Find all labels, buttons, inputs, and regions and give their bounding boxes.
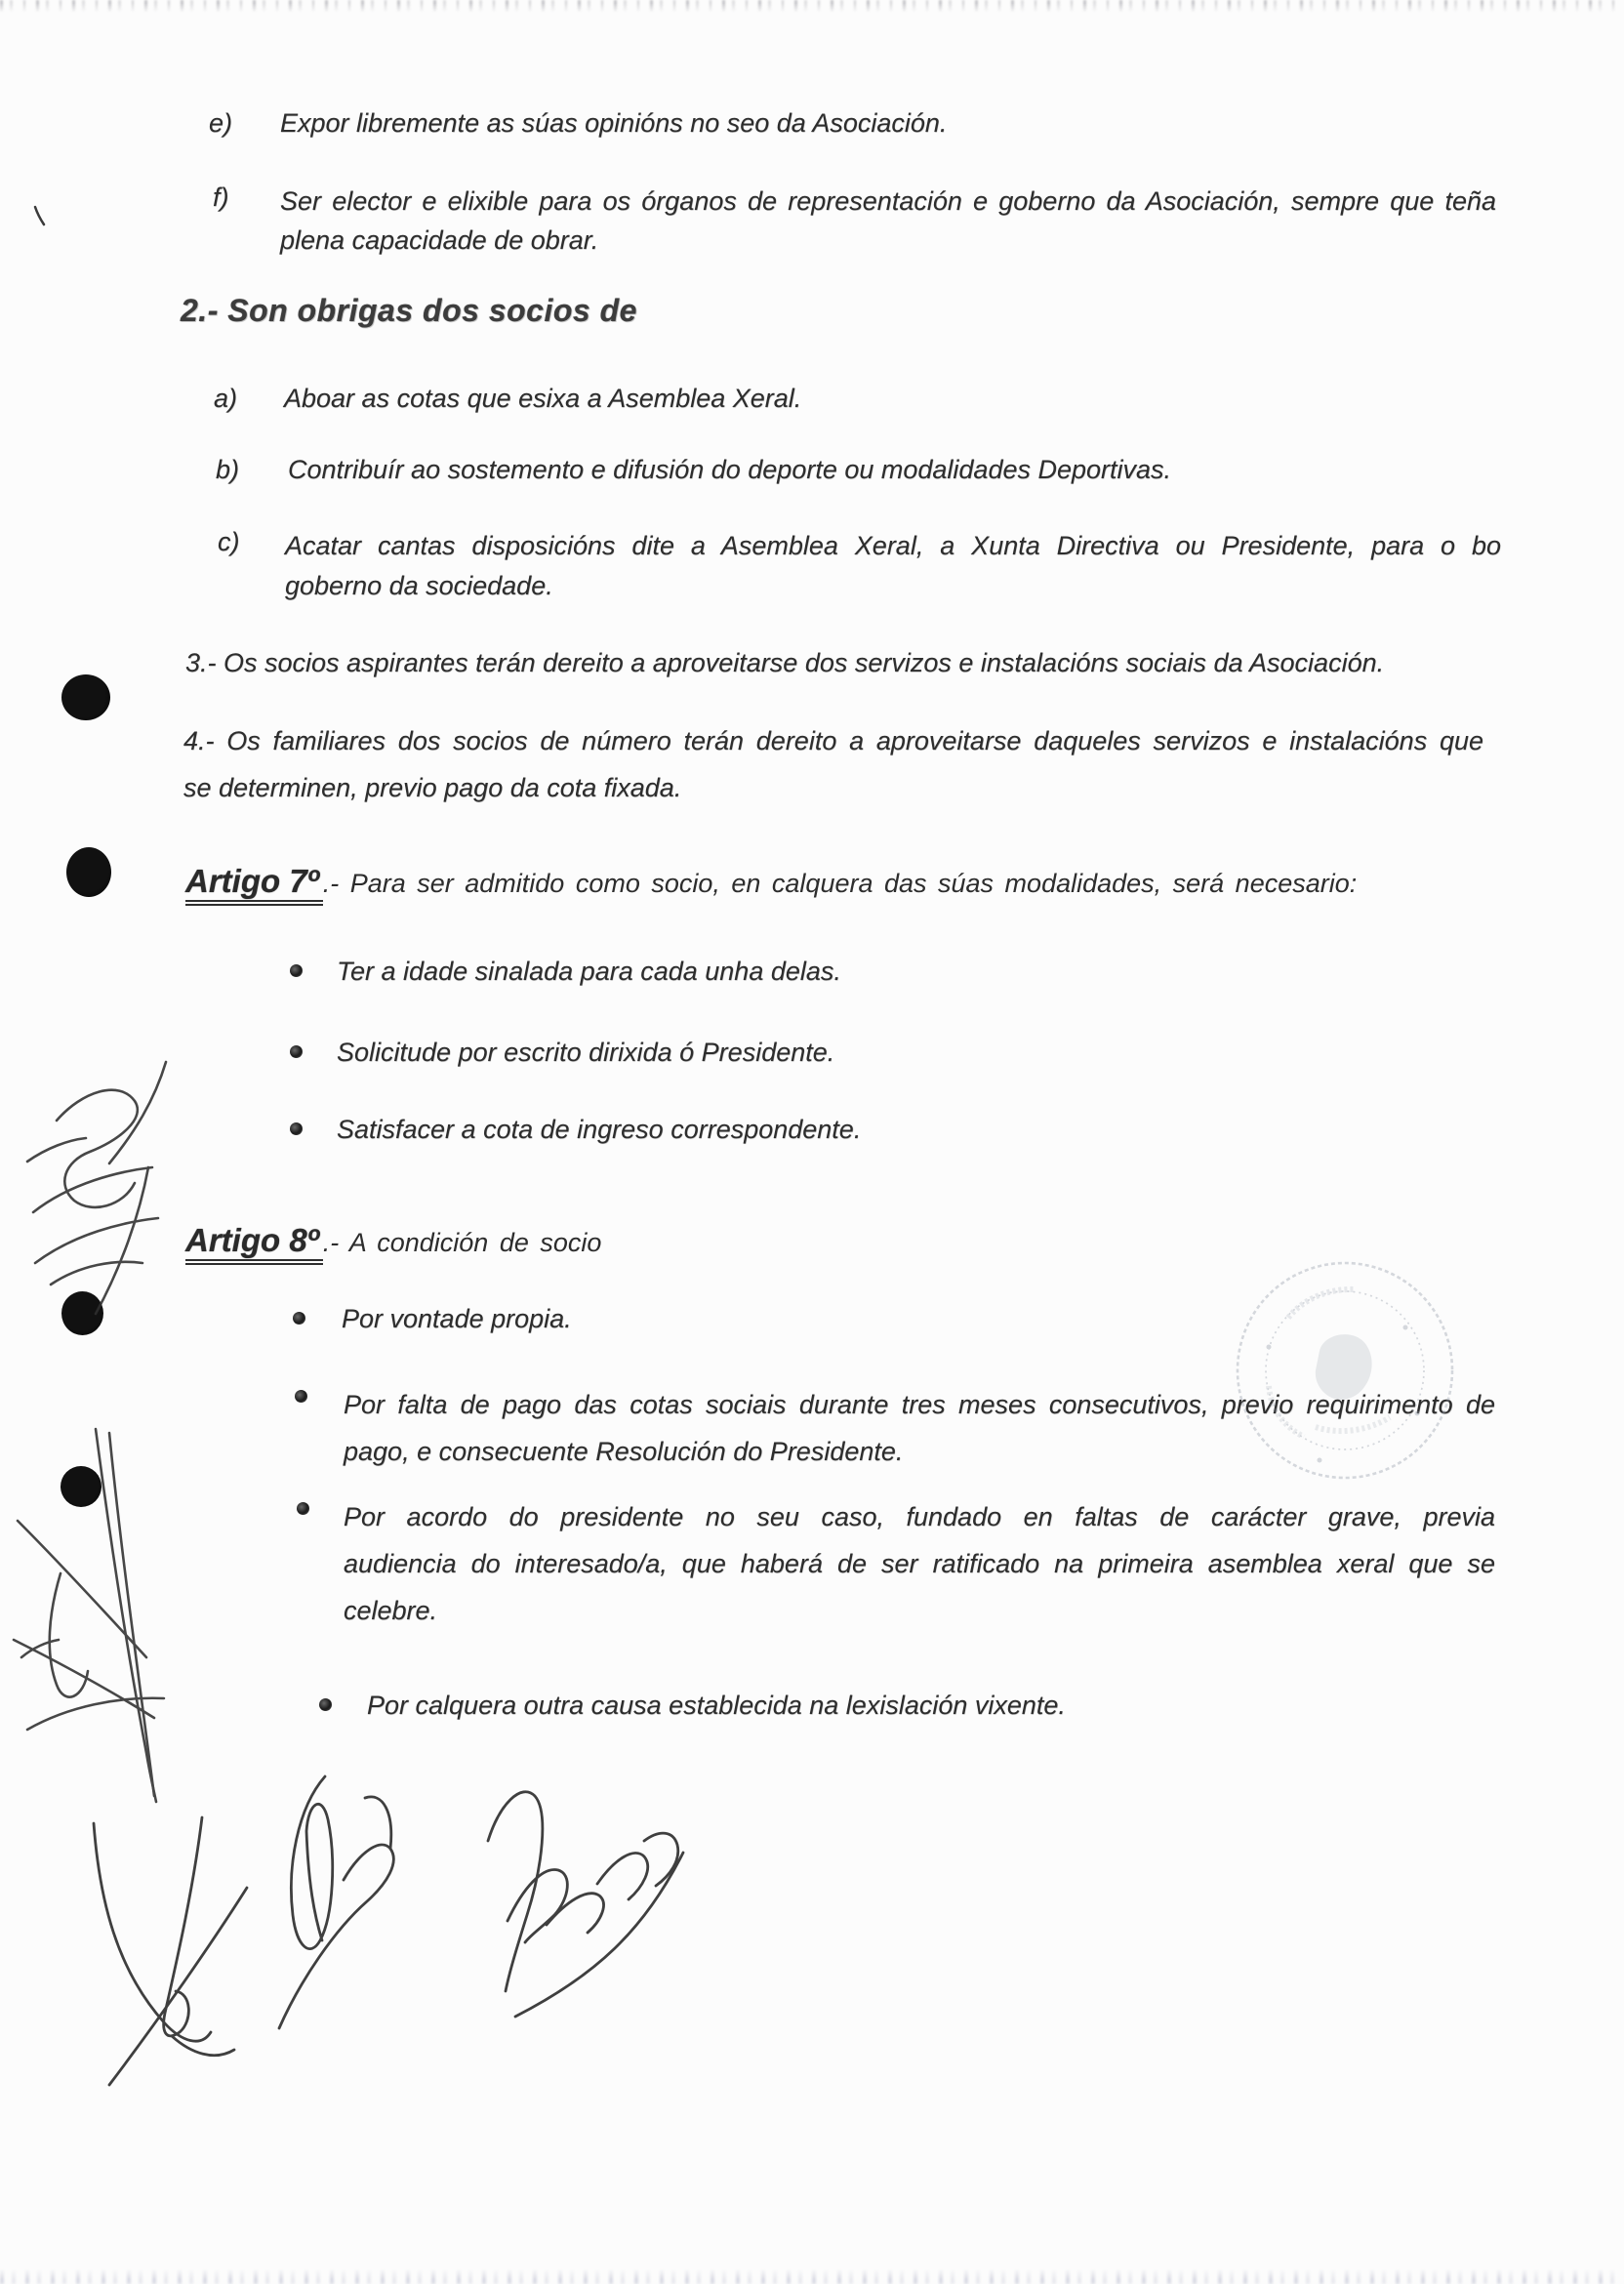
text-line: se determinen, previo pago da cota fixada. [183,773,682,802]
bullet-icon [295,1390,307,1403]
list-item-text [285,526,1501,606]
bullet-text: Por calquera outra causa establecida na lexislación vixente. [367,1691,1066,1720]
list-item-label: b) [216,455,240,484]
text-line: 4.- Os familiares dos socios de número terán dereito a aproveitarse daqueles servizos e instalacións que [183,726,1483,755]
bullet-text [344,1493,1495,1634]
bullet-icon [290,964,303,977]
text-line: audiencia do interesado/a, que haberá de ser ratificado na primeira asemblea xeral que se [344,1549,1495,1578]
text-line: Por falta de pago das cotas sociais durante tres meses consecutivos, previo requirimento de [344,1390,1495,1419]
signature [488,1792,683,2017]
text-line: plena capacidade de obrar. [280,225,599,255]
bullet-text: Por vontade propia. [342,1304,572,1333]
bullet-icon [297,1502,309,1515]
paragraph-3: 3.- Os socios aspirantes terán dereito a aproveitarse dos servizos e instalacións sociais da Asociación. [185,648,1385,677]
text-line: Ser elector e elixible para os órganos de representación e goberno da Asociación, sempre que teña [280,186,1496,216]
hole-punch-mark [61,1291,103,1335]
list-item-label: c) [218,527,240,556]
text-line: Acatar cantas disposicións dite a Asemblea Xeral, a Xunta Directiva ou Presidente, para o bo [285,531,1501,560]
bullet-text [344,1381,1495,1475]
article-7-title: Artigo 7º [185,863,323,906]
bullet-icon [290,1122,303,1135]
bullet-text: Satisfacer a cota de ingreso correspondente. [337,1115,862,1144]
margin-scribble-upper [27,1062,166,1314]
article-8-title: Artigo 8º [185,1222,323,1265]
paragraph-4 [183,717,1483,811]
article-8-heading-row [185,1222,601,1259]
article-8-intro: .- A condición de socio [322,1228,602,1257]
list-item-label: f) [213,183,229,212]
stray-pen-tick [35,207,44,224]
list-item-label: e) [209,108,233,138]
text-line: Por acordo do presidente no seu caso, fundado en faltas de carácter grave, previa [344,1502,1495,1531]
bullet-icon [290,1045,303,1058]
list-item-label: a) [214,384,238,413]
hole-punch-mark [66,847,111,897]
list-item-text [280,182,1496,260]
article-7-heading-row [185,863,1357,900]
list-item-text: Expor libremente as súas opinións no seo da Asociación. [280,108,948,138]
bullet-icon [319,1698,332,1711]
list-item-text: Aboar as cotas que esixa a Asemblea Xeral. [284,384,802,413]
text-line: celebre. [344,1596,438,1625]
hole-punch-mark [61,674,110,720]
scan-noise-bottom-edge [0,2268,1624,2284]
text-line: goberno da sociedade. [285,571,553,600]
scan-noise-top-edge [0,0,1624,13]
section-heading-obrigas: 2.- Son obrigas dos socios de [181,293,637,328]
text-line: pago, e consecuente Resolución do Presidente. [344,1437,904,1466]
list-item-text: Contribuír ao sostemento e difusión do deporte ou modalidades Deportivas. [288,455,1172,484]
signature [94,1817,247,2085]
bullet-text: Ter a idade sinalada para cada unha delas. [337,957,841,986]
bullet-text: Solicitude por escrito dirixida ó Presidente. [337,1038,835,1067]
hole-punch-mark [61,1466,102,1507]
bullet-icon [293,1312,305,1325]
signature [279,1776,393,2028]
article-7-intro: .- Para ser admitido como socio, en calquera das súas modalidades, será necesario: [322,869,1358,898]
